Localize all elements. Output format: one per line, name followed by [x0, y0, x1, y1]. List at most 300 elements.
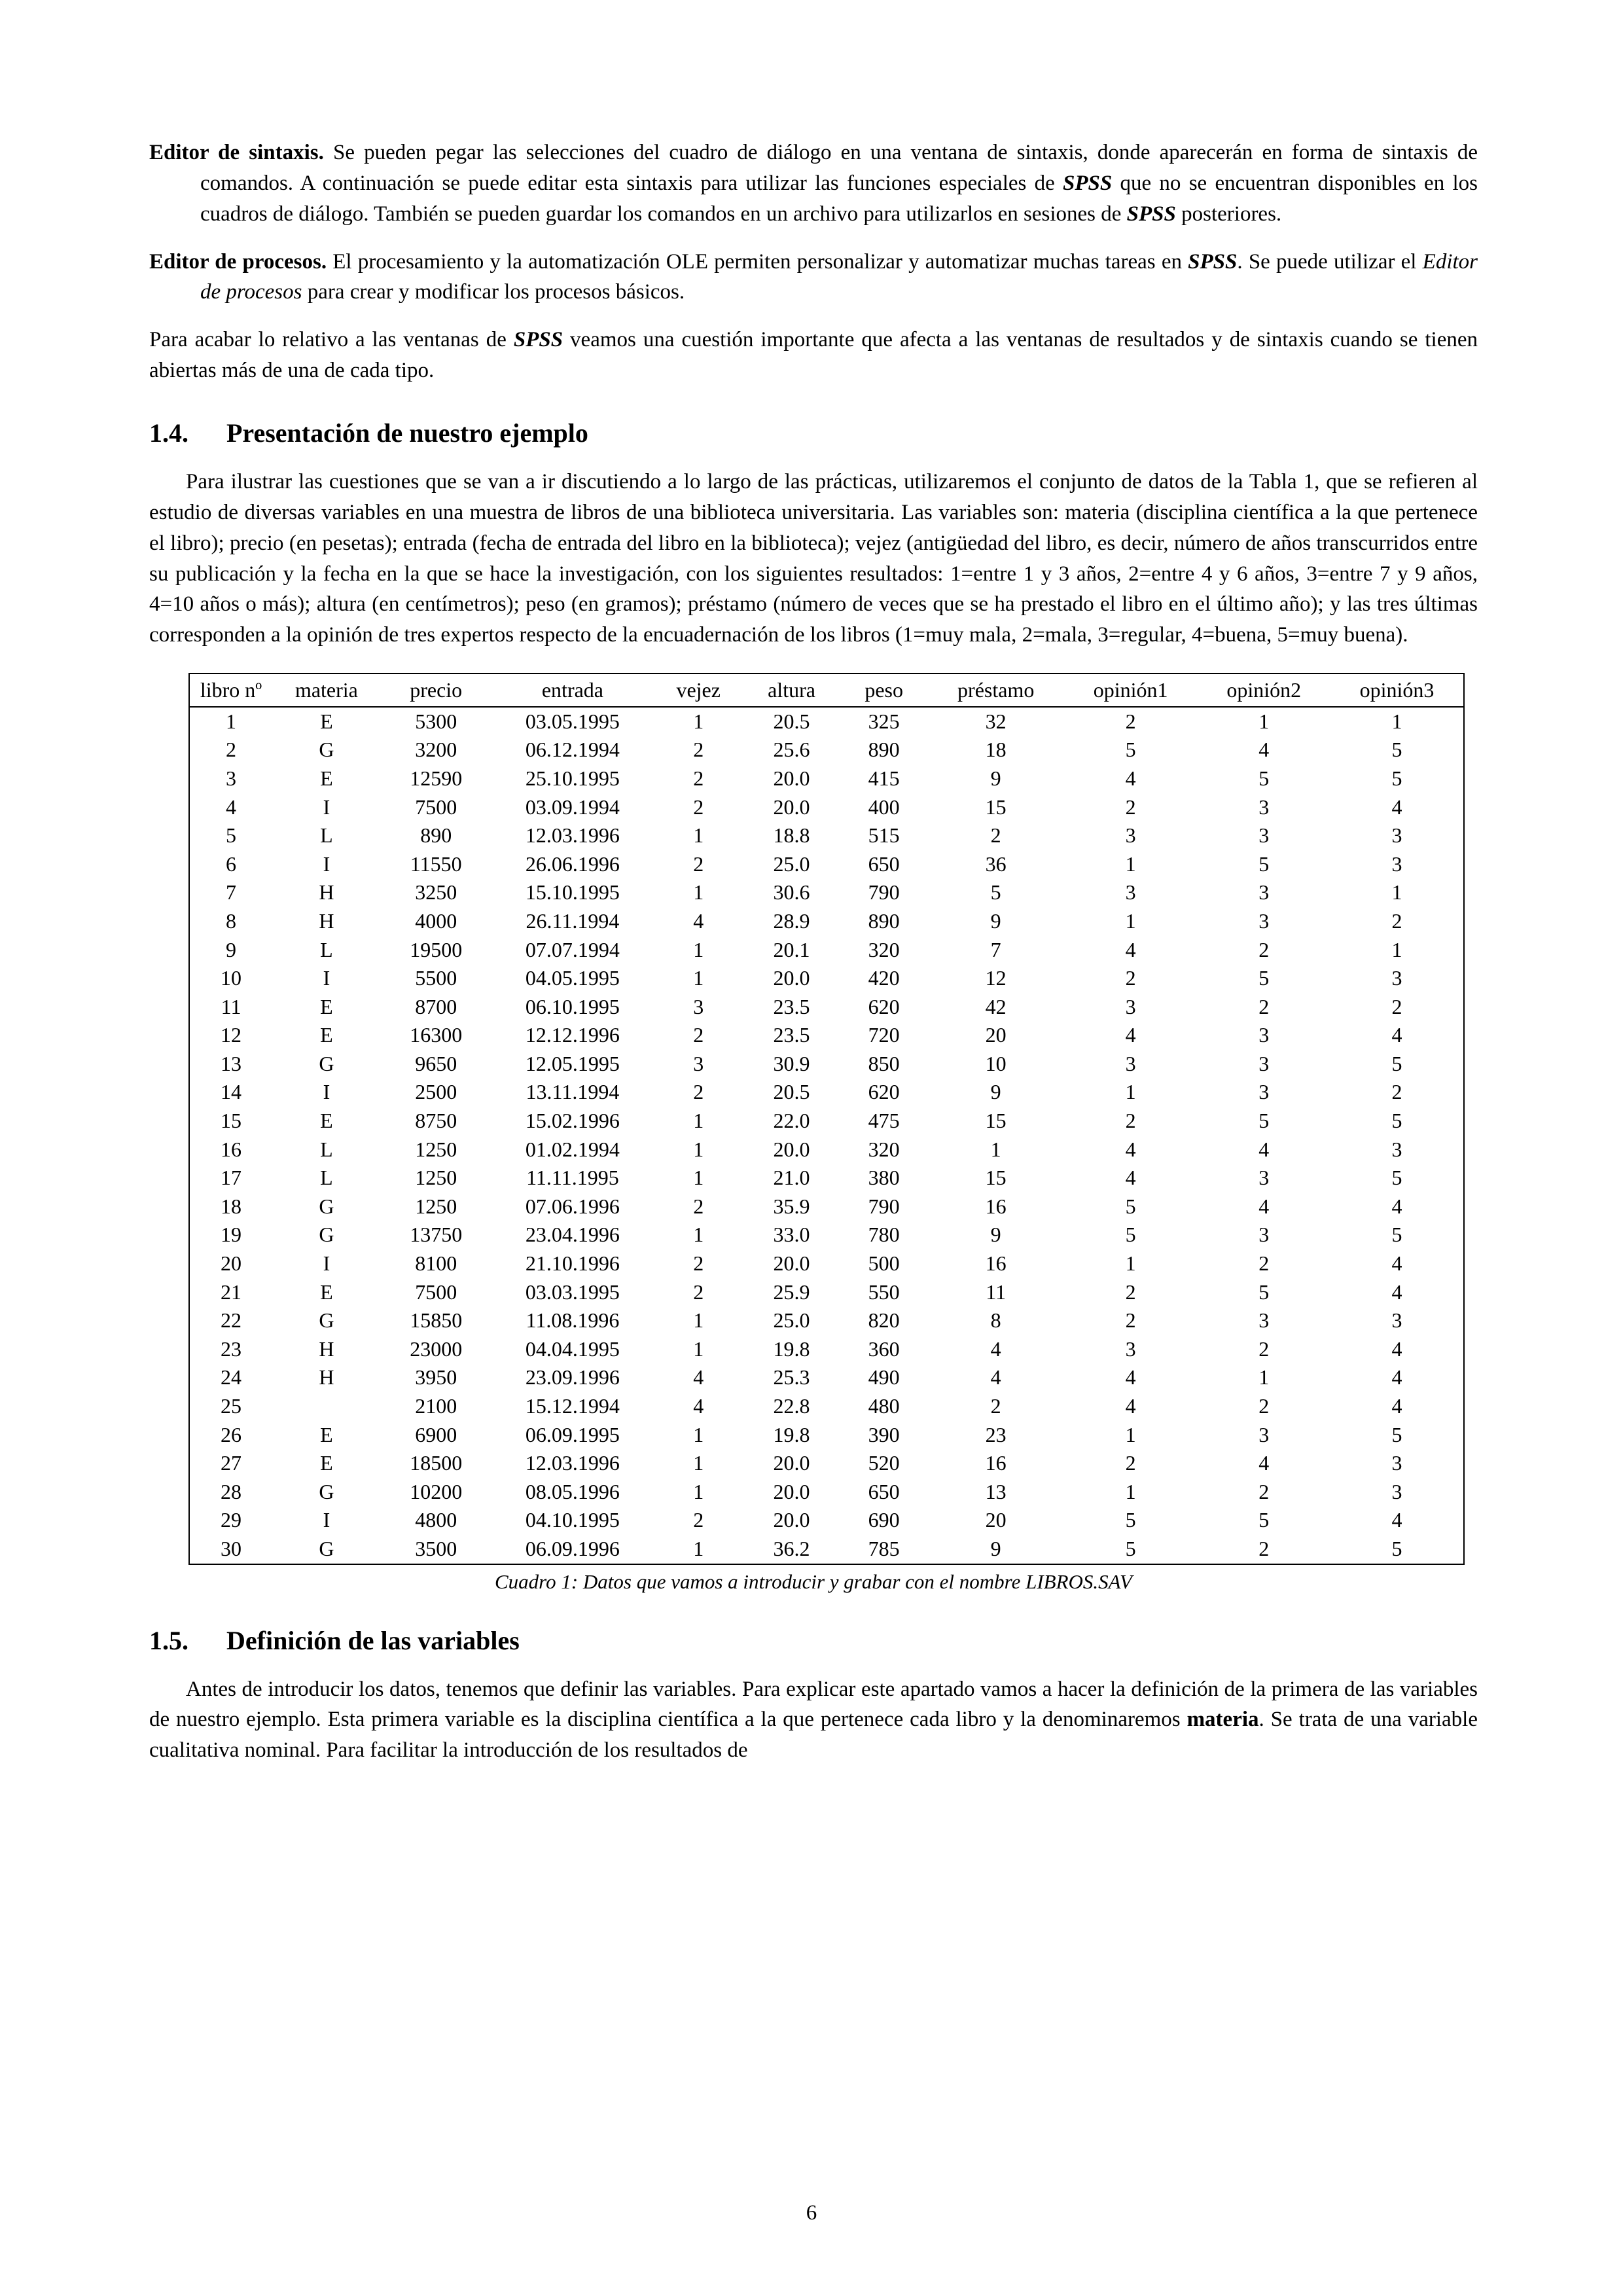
table-cell: 06.10.1995 — [525, 994, 620, 1018]
table-cell: 2 — [1125, 709, 1136, 733]
table-cell: 23.09.1996 — [525, 1365, 620, 1390]
table-cell: 3 — [1258, 795, 1270, 819]
table-cell: 5 — [1391, 1166, 1402, 1190]
table-cell: 4 — [1391, 1194, 1402, 1218]
table-cell: 1 — [1125, 1422, 1136, 1446]
table-cell: I — [323, 852, 330, 876]
table-cell: 3 — [1391, 823, 1402, 848]
table-cell: 4 — [1258, 1451, 1270, 1475]
table-cell: 4 — [1391, 1336, 1402, 1361]
table-cell: 9 — [990, 908, 1001, 933]
table-cell: 1 — [693, 1336, 704, 1361]
column-header: opinión2 — [1197, 673, 1330, 707]
table-cell: 500 — [868, 1251, 900, 1276]
table-cell: 21.10.1996 — [525, 1251, 620, 1276]
table-cell: 19 — [221, 1223, 242, 1247]
table-cell: 2 — [1258, 1479, 1270, 1503]
paragraph-editor-procesos: Editor de procesos. El procesamiento y la automatización OLE permiten personalizar y automatizar muchas tareas en SPSS. Se puede utilizar el Editor de procesos para crear y modificar los procesos básicos. — [149, 249, 1478, 304]
table-cell: 20.0 — [773, 1508, 810, 1532]
table-cell: 5 — [1391, 1051, 1402, 1075]
table-cell: 12.03.1996 — [525, 1451, 620, 1475]
table-cell: 4 — [1125, 1166, 1136, 1190]
table-cell: 9 — [990, 766, 1001, 790]
table-cell: 1 — [693, 1451, 704, 1475]
table-cell: E — [320, 1280, 333, 1304]
table-cell: 1 — [1125, 1080, 1136, 1104]
table-row — [189, 1535, 1464, 1564]
table-row — [189, 993, 1464, 1022]
table-cell: 3 — [1258, 1308, 1270, 1333]
table-cell: 3500 — [415, 1536, 457, 1560]
table-cell: 4 — [1258, 738, 1270, 762]
table-cell: G — [319, 1223, 334, 1247]
table-cell: 20 — [985, 1023, 1007, 1047]
table-cell: 12 — [985, 966, 1007, 990]
table-cell: 3 — [1125, 880, 1136, 905]
table-row — [189, 1335, 1464, 1364]
table-cell: 4 — [1391, 1280, 1402, 1304]
table-cell: 720 — [868, 1023, 900, 1047]
table-cell: 2 — [1391, 994, 1402, 1018]
table-cell: 23 — [985, 1422, 1007, 1446]
section-title: Presentación de nuestro ejemplo — [226, 418, 588, 448]
table-cell: E — [320, 1023, 333, 1047]
table-cell: 400 — [868, 795, 900, 819]
table-cell: 5 — [1391, 1422, 1402, 1446]
table-cell: 5 — [1125, 1508, 1136, 1532]
table-cell: 19500 — [410, 937, 463, 961]
table-cell: 5 — [1258, 1109, 1270, 1133]
table-cell: 4000 — [415, 908, 457, 933]
table-cell: 515 — [868, 823, 900, 848]
table-cell: 8700 — [415, 994, 457, 1018]
table-cell: 3 — [1391, 1451, 1402, 1475]
table-cell: 13750 — [410, 1223, 463, 1247]
table-cell: 1 — [693, 1422, 704, 1446]
table-cell: 3200 — [415, 738, 457, 762]
table-cell: 9 — [990, 1536, 1001, 1560]
table-cell: 20 — [985, 1508, 1007, 1532]
table-cell: 2 — [1125, 966, 1136, 990]
table-cell: E — [320, 1451, 333, 1475]
table-cell: 2 — [693, 1508, 704, 1532]
table-cell: 5 — [1391, 1223, 1402, 1247]
table-cell: 23.5 — [773, 994, 810, 1018]
table-cell: 3 — [1258, 1422, 1270, 1446]
table-cell: 1 — [693, 937, 704, 961]
table-cell: 550 — [868, 1280, 900, 1304]
table-cell: 2 — [1391, 908, 1402, 933]
table-cell: 25 — [221, 1394, 242, 1418]
table-cell: 790 — [868, 880, 900, 905]
table-cell: 4 — [1125, 1023, 1136, 1047]
table-cell: E — [320, 1422, 333, 1446]
table-cell: G — [319, 1536, 334, 1560]
table-cell: 2 — [1125, 1280, 1136, 1304]
table-cell: 5 — [1258, 766, 1270, 790]
table-cell: 4 — [990, 1365, 1001, 1390]
table-cell: 8750 — [415, 1109, 457, 1133]
table-cell: 25.10.1995 — [525, 766, 620, 790]
section-heading-1-5 — [149, 1625, 1478, 1656]
table-row — [189, 1221, 1464, 1249]
table-cell: 1 — [693, 1109, 704, 1133]
table-cell: 2 — [693, 1023, 704, 1047]
table-cell: 1250 — [415, 1194, 457, 1218]
table-cell: 690 — [868, 1508, 900, 1532]
table-cell: I — [323, 1508, 330, 1532]
column-header: precio — [381, 673, 491, 707]
table-cell: 4 — [693, 908, 704, 933]
table-cell: G — [319, 1051, 334, 1075]
table-cell: 1 — [693, 823, 704, 848]
table-cell: 3 — [1391, 1308, 1402, 1333]
table-cell: 27 — [221, 1451, 242, 1475]
table-cell: 490 — [868, 1365, 900, 1390]
table-cell: 9650 — [415, 1051, 457, 1075]
table-cell: 4 — [1125, 766, 1136, 790]
table-cell: 25.9 — [773, 1280, 810, 1304]
table-cell: 8 — [226, 908, 237, 933]
table-cell: 1 — [693, 709, 704, 733]
table-row — [189, 1136, 1464, 1164]
table-cell: 3950 — [415, 1365, 457, 1390]
column-header: opinión3 — [1330, 673, 1464, 707]
table-cell: 19.8 — [773, 1336, 810, 1361]
table-cell: 15850 — [410, 1308, 463, 1333]
table-cell: 30.9 — [773, 1051, 810, 1075]
table-cell: 2100 — [415, 1394, 457, 1418]
table-cell: 20.0 — [773, 1479, 810, 1503]
table-cell: 11 — [221, 994, 241, 1018]
table-cell: 20.0 — [773, 766, 810, 790]
table-cell: 4 — [226, 795, 237, 819]
table-cell: 16 — [985, 1194, 1007, 1218]
table-row — [189, 1278, 1464, 1307]
column-header: libro nº — [189, 673, 272, 707]
table-cell: 10 — [985, 1051, 1007, 1075]
table-row — [189, 878, 1464, 907]
table-cell: 20.0 — [773, 1251, 810, 1276]
table-cell: 4 — [1125, 1365, 1136, 1390]
table-cell: 5 — [990, 880, 1001, 905]
table-row — [189, 1249, 1464, 1278]
table-cell: 4 — [1125, 1394, 1136, 1418]
table-cell: 5 — [1125, 738, 1136, 762]
table-row — [189, 736, 1464, 764]
table-cell: 1 — [693, 880, 704, 905]
table-cell: 4 — [1391, 1508, 1402, 1532]
column-header: préstamo — [928, 673, 1064, 707]
table-cell: 15.02.1996 — [525, 1109, 620, 1133]
table-cell: 4 — [1391, 1023, 1402, 1047]
table-row — [189, 1164, 1464, 1193]
table-cell: 13.11.1994 — [526, 1080, 620, 1104]
table-cell: 780 — [868, 1223, 900, 1247]
paragraph-ventanas: Para acabar lo relativo a las ventanas de SPSS veamos una cuestión importante que afecta a las ventanas de resultados y de sintaxis cuando se tienen abiertas más de una de cada tipo. — [149, 328, 1478, 383]
table-cell: 1 — [693, 1479, 704, 1503]
table-cell: 5 — [1391, 738, 1402, 762]
table-cell: I — [323, 966, 330, 990]
table-cell: 1 — [1125, 1479, 1136, 1503]
table-cell: 785 — [868, 1536, 900, 1560]
table-cell: 06.09.1995 — [525, 1422, 620, 1446]
table-cell: 24 — [221, 1365, 242, 1390]
table-cell: 325 — [868, 709, 900, 733]
table-row — [189, 1478, 1464, 1507]
table-cell: L — [320, 1137, 333, 1161]
table-cell: 1 — [1125, 1251, 1136, 1276]
table-cell: 320 — [868, 937, 900, 961]
table-row — [189, 1421, 1464, 1450]
table-cell: 1 — [693, 1166, 704, 1190]
table-cell: 4 — [1391, 795, 1402, 819]
column-header: peso — [840, 673, 928, 707]
column-header: entrada — [491, 673, 654, 707]
table-cell: H — [319, 908, 334, 933]
table-cell: 5300 — [415, 709, 457, 733]
table-cell: 5 — [1125, 1223, 1136, 1247]
table-cell: 23 — [221, 1336, 242, 1361]
table-cell: 3 — [1391, 966, 1402, 990]
table-cell: E — [320, 1109, 333, 1133]
table-cell: 475 — [868, 1109, 900, 1133]
table-cell: 5 — [1258, 1508, 1270, 1532]
table-cell: 30.6 — [773, 880, 810, 905]
table-cell: 15.12.1994 — [525, 1394, 620, 1418]
table-cell: 890 — [420, 823, 452, 848]
table-cell: 3 — [1125, 823, 1136, 848]
table-cell: 890 — [868, 908, 900, 933]
table-cell: 01.02.1994 — [525, 1137, 620, 1161]
table-cell: 03.09.1994 — [525, 795, 620, 819]
table-cell: 16 — [985, 1251, 1007, 1276]
table-cell: 20.5 — [773, 1080, 810, 1104]
libros-data-table — [188, 673, 1465, 1564]
table-cell: I — [323, 795, 330, 819]
table-cell: 20.0 — [773, 966, 810, 990]
table-cell: 28.9 — [773, 908, 810, 933]
table-cell: 7500 — [415, 1280, 457, 1304]
table-cell: L — [320, 823, 333, 848]
table-cell: 14 — [221, 1080, 242, 1104]
table-cell: 07.06.1996 — [525, 1194, 620, 1218]
table-cell: 22.8 — [773, 1394, 810, 1418]
table-cell: 18 — [985, 738, 1007, 762]
table-cell: 15 — [985, 1109, 1007, 1133]
table-cell: 3 — [1391, 1479, 1402, 1503]
table-header — [189, 673, 1464, 707]
table-cell: 13 — [985, 1479, 1007, 1503]
table-cell: 2 — [1258, 1336, 1270, 1361]
data-table-wrapper — [149, 673, 1478, 1593]
section-number: 1.4. — [149, 418, 188, 448]
table-cell: 9 — [226, 937, 237, 961]
table-cell: 1 — [1391, 937, 1402, 961]
table-row — [189, 1392, 1464, 1421]
table-caption: Cuadro 1: Datos que vamos a introducir y grabar con el nombre LIBROS.SAV — [494, 1570, 1132, 1593]
table-cell: 30 — [221, 1536, 242, 1560]
table-cell: G — [319, 1479, 334, 1503]
table-cell: 2 — [693, 1280, 704, 1304]
table-cell: 06.09.1996 — [525, 1536, 620, 1560]
table-cell: 36 — [985, 852, 1007, 876]
page-number: 6 — [806, 2201, 817, 2225]
table-cell: 12590 — [410, 766, 463, 790]
table-cell: H — [319, 1365, 334, 1390]
paragraph-section-1-4-body — [149, 467, 1478, 651]
table-cell: 28 — [221, 1479, 242, 1503]
table-cell: 25.3 — [773, 1365, 810, 1390]
table-cell: 12.12.1996 — [525, 1023, 620, 1047]
table-cell: 6900 — [415, 1422, 457, 1446]
table-cell: 9 — [990, 1080, 1001, 1104]
table-row — [189, 821, 1464, 850]
table-row — [189, 1193, 1464, 1221]
column-header: opinión1 — [1064, 673, 1198, 707]
table-cell: 10 — [221, 966, 242, 990]
table-cell: 25.0 — [773, 1308, 810, 1333]
table-cell: H — [319, 1336, 334, 1361]
table-cell: 18.8 — [773, 823, 810, 848]
table-cell: 5 — [1391, 766, 1402, 790]
table-cell: 5500 — [415, 966, 457, 990]
paragraph-lead-editor-procesos: Editor de procesos. — [149, 249, 327, 274]
table-cell: 21.0 — [773, 1166, 810, 1190]
table-cell: 2 — [1125, 795, 1136, 819]
table-cell: 15 — [985, 1166, 1007, 1190]
table-cell: 04.10.1995 — [525, 1508, 620, 1532]
table-row — [189, 707, 1464, 736]
table-cell: 16 — [985, 1451, 1007, 1475]
table-cell: 4 — [1258, 1194, 1270, 1218]
table-cell: 16 — [221, 1137, 242, 1161]
table-cell: 620 — [868, 1080, 900, 1104]
table-cell: 850 — [868, 1051, 900, 1075]
table-cell: 4 — [1391, 1365, 1402, 1390]
table-cell: 2 — [1258, 937, 1270, 961]
table-cell: 5 — [1258, 852, 1270, 876]
table-cell: 4 — [693, 1394, 704, 1418]
table-cell: 18 — [221, 1194, 242, 1218]
table-cell: 25.0 — [773, 852, 810, 876]
table-cell: 9 — [990, 1223, 1001, 1247]
column-header: materia — [272, 673, 381, 707]
table-cell: 480 — [868, 1394, 900, 1418]
table-cell: 2 — [693, 1194, 704, 1218]
table-cell: 08.05.1996 — [525, 1479, 620, 1503]
table-cell: 5 — [1258, 966, 1270, 990]
table-cell: 03.05.1995 — [525, 709, 620, 733]
table-cell: E — [320, 766, 333, 790]
section-1-4-body-text: Para ilustrar las cuestiones que se van a ir discutiendo a lo largo de las prácticas, utilizaremos el conjunto de datos de la Tabla 1, que se refieren al estudio de diversas variables en una muestra de libros de una biblioteca universitaria. Las variables son: materia (disciplina científica a la que pertenece el libro); precio (en pesetas); entrada (fecha de entrada del libro en la biblioteca); vejez (antigüedad del libro, es decir, número de años transcurridos entre su publicación y la fecha en la que se hace la investigación, con los siguientes resultados: 1=entre 1 y 3 años, 2=entre 4 y 6 años, 3=entre 7 y 9 años, 4=10 años o más); altura (en centímetros); peso (en gramos); préstamo (número de veces que se ha prestado el libro en el último año); y las tres últimas corresponden a la opinión de tres expertos respecto de la encuadernación de los libros (1=muy mala, 2=mala, 3=regular, 4=buena, 5=muy buena). — [149, 470, 1478, 647]
table-cell: 380 — [868, 1166, 900, 1190]
table-row — [189, 764, 1464, 793]
table-cell: 29 — [221, 1508, 242, 1532]
table-cell: 5 — [1125, 1194, 1136, 1218]
table-cell: 620 — [868, 994, 900, 1018]
table-row — [189, 793, 1464, 822]
section-number: 1.5. — [149, 1625, 188, 1655]
table-cell: 20 — [221, 1251, 242, 1276]
table-cell: 35.9 — [773, 1194, 810, 1218]
table-cell: 2500 — [415, 1080, 457, 1104]
table-cell: 8100 — [415, 1251, 457, 1276]
table-cell: 390 — [868, 1422, 900, 1446]
table-cell: 1 — [693, 1308, 704, 1333]
table-cell: 3 — [1258, 1166, 1270, 1190]
table-cell: 2 — [693, 795, 704, 819]
table-cell: 4 — [1391, 1394, 1402, 1418]
table-cell: 3 — [1258, 1080, 1270, 1104]
table-cell: 20.1 — [773, 937, 810, 961]
table-cell: 2 — [1258, 1394, 1270, 1418]
table-cell: 03.03.1995 — [525, 1280, 620, 1304]
table-cell: 3 — [1258, 1023, 1270, 1047]
table-cell: 2 — [1258, 994, 1270, 1018]
table-cell: 1 — [693, 966, 704, 990]
table-cell: I — [323, 1080, 330, 1104]
table-cell: 15.10.1995 — [525, 880, 620, 905]
table-cell: 2 — [1391, 1080, 1402, 1104]
table-cell: 32 — [985, 709, 1007, 733]
table-cell: 420 — [868, 966, 900, 990]
table-cell: 3 — [1258, 1223, 1270, 1247]
table-cell: 1 — [693, 1137, 704, 1161]
table-cell: 11 — [986, 1280, 1007, 1304]
table-cell: 4800 — [415, 1508, 457, 1532]
table-cell: 2 — [1125, 1109, 1136, 1133]
table-cell: 7 — [226, 880, 237, 905]
table-cell: 1 — [1125, 852, 1136, 876]
table-cell — [272, 1392, 381, 1421]
table-cell: 20.0 — [773, 1137, 810, 1161]
table-cell: 360 — [868, 1336, 900, 1361]
table-cell: 4 — [1391, 1251, 1402, 1276]
table-cell: G — [319, 1194, 334, 1218]
table-cell: 650 — [868, 1479, 900, 1503]
table-cell: 2 — [693, 1080, 704, 1104]
table-cell: 1250 — [415, 1166, 457, 1190]
table-cell: 2 — [1125, 1308, 1136, 1333]
table-cell: 1 — [1258, 1365, 1270, 1390]
table-cell: 3 — [693, 994, 704, 1018]
table-cell: 5 — [1258, 1280, 1270, 1304]
table-cell: E — [320, 994, 333, 1018]
table-cell: 10200 — [410, 1479, 463, 1503]
table-cell: 07.07.1994 — [525, 937, 620, 961]
table-cell: 790 — [868, 1194, 900, 1218]
table-row — [189, 1363, 1464, 1392]
table-cell: 4 — [1125, 1137, 1136, 1161]
table-cell: 11550 — [410, 852, 462, 876]
table-cell: 520 — [868, 1451, 900, 1475]
table-cell: 3 — [1391, 1137, 1402, 1161]
table-cell: 04.04.1995 — [525, 1336, 620, 1361]
table-cell: 3 — [1125, 1051, 1136, 1075]
table-cell: 20.0 — [773, 1451, 810, 1475]
table-cell: 3 — [1258, 880, 1270, 905]
table-cell: 25.6 — [773, 738, 810, 762]
table-cell: 12.05.1995 — [525, 1051, 620, 1075]
table-cell: 2 — [990, 823, 1001, 848]
table-row — [189, 1506, 1464, 1535]
table-cell: 7 — [990, 937, 1001, 961]
table-row — [189, 1078, 1464, 1107]
table-cell: 5 — [226, 823, 237, 848]
table-cell: 4 — [1258, 1137, 1270, 1161]
table-header-row — [189, 673, 1464, 707]
